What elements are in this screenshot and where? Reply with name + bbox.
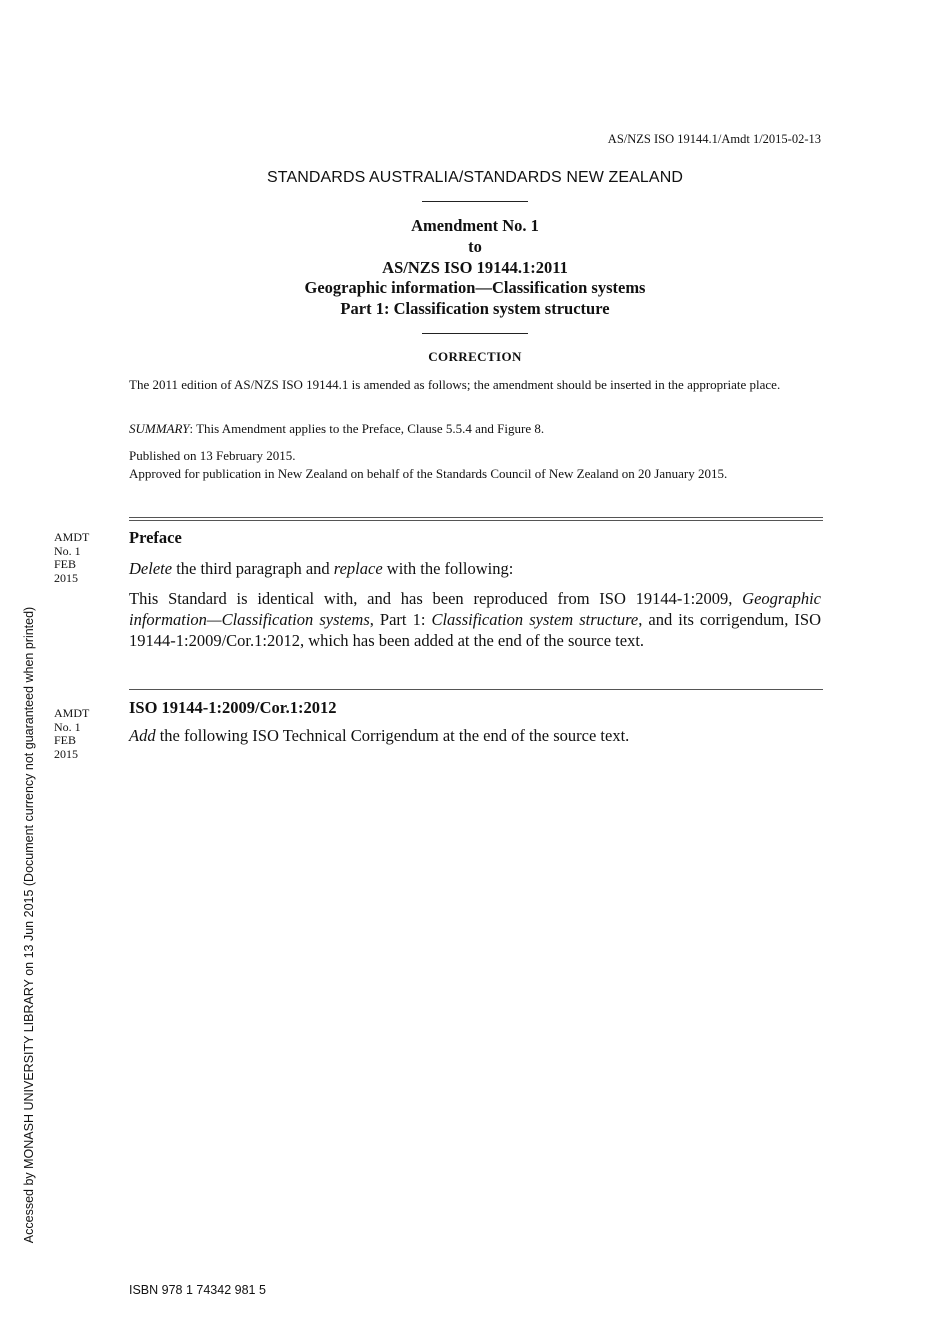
instruction-text: the third paragraph and <box>172 559 334 578</box>
isbn: ISBN 978 1 74342 981 5 <box>129 1283 266 1297</box>
instruction-verb-add: Add <box>129 726 156 745</box>
amdt-number: No. 1 <box>54 543 81 558</box>
instruction-verb-replace: replace <box>333 559 383 578</box>
summary-text: : This Amendment applies to the Preface, Clause 5.5.4 and Figure 8. <box>189 421 545 436</box>
title-subject: Geographic information—Classification systems <box>304 278 646 298</box>
title-divider-bottom <box>422 333 528 334</box>
organization-title: STANDARDS AUSTRALIA/STANDARDS NEW ZEALAND <box>266 169 684 186</box>
amdt-year: 2015 <box>54 570 78 585</box>
amdt-label: AMDT <box>54 530 90 544</box>
body-italic-title: Geographic information—Classification systems <box>129 589 821 629</box>
access-watermark: Accessed by MONASH UNIVERSITY LIBRARY on 13 Jun 2015 (Document currency not guaranteed when printed) <box>22 606 36 1244</box>
body-text: , Part 1: <box>369 610 432 629</box>
amdt-year: 2015 <box>54 746 78 761</box>
amdt-month: FEB <box>54 557 77 571</box>
body-text: This Standard is identical with, and has been reproduced from ISO 19144-1:2009, <box>129 589 743 608</box>
instruction-verb-delete: Delete <box>129 559 173 578</box>
instruction-text-end: with the following: <box>382 559 514 578</box>
summary-label: SUMMARY <box>129 421 190 436</box>
amendment-title <box>0 216 950 320</box>
corrigendum-instruction <box>129 725 821 746</box>
document-reference: AS/NZS ISO 19144.1/Amdt 1/2015-02-13 <box>607 132 821 146</box>
section-heading-corrigendum: ISO 19144-1:2009/Cor.1:2012 <box>129 698 337 717</box>
title-divider-top <box>422 201 528 202</box>
body-italic-part-title: Classification system structure <box>431 610 639 629</box>
title-to: to <box>468 236 482 256</box>
section-heading-preface: Preface <box>129 528 182 547</box>
preface-instruction <box>129 558 821 579</box>
amdt-month: FEB <box>54 733 77 747</box>
section-divider <box>129 689 823 690</box>
amdt-label: AMDT <box>54 706 90 720</box>
preface-replacement-text <box>129 588 821 651</box>
title-part: Part 1: Classification system structure <box>340 299 610 319</box>
correction-label: CORRECTION <box>428 349 522 364</box>
section-divider-double <box>129 517 823 521</box>
title-standard-number: AS/NZS ISO 19144.1:2011 <box>382 257 568 277</box>
amdt-number: No. 1 <box>54 719 81 734</box>
title-amendment-number: Amendment No. 1 <box>411 216 539 235</box>
instruction-text: the following ISO Technical Corrigendum at the end of the source text. <box>155 726 630 745</box>
amendment-margin-note <box>54 707 114 761</box>
published-date: Published on 13 February 2015. <box>129 448 296 463</box>
amendment-margin-note <box>54 531 114 585</box>
intro-paragraph: The 2011 edition of AS/NZS ISO 19144.1 is amended as follows; the amendment should be inserted in the appropriate place. <box>129 377 781 392</box>
publication-info <box>129 447 821 483</box>
summary-paragraph <box>129 420 821 438</box>
body-text: , and its corrigendum, ISO 19144-1:2009/Cor.1:2012, which has been added at the end of the source text. <box>129 610 821 650</box>
approval-statement: Approved for publication in New Zealand on behalf of the Standards Council of New Zealand on 20 January 2015. <box>129 466 728 481</box>
